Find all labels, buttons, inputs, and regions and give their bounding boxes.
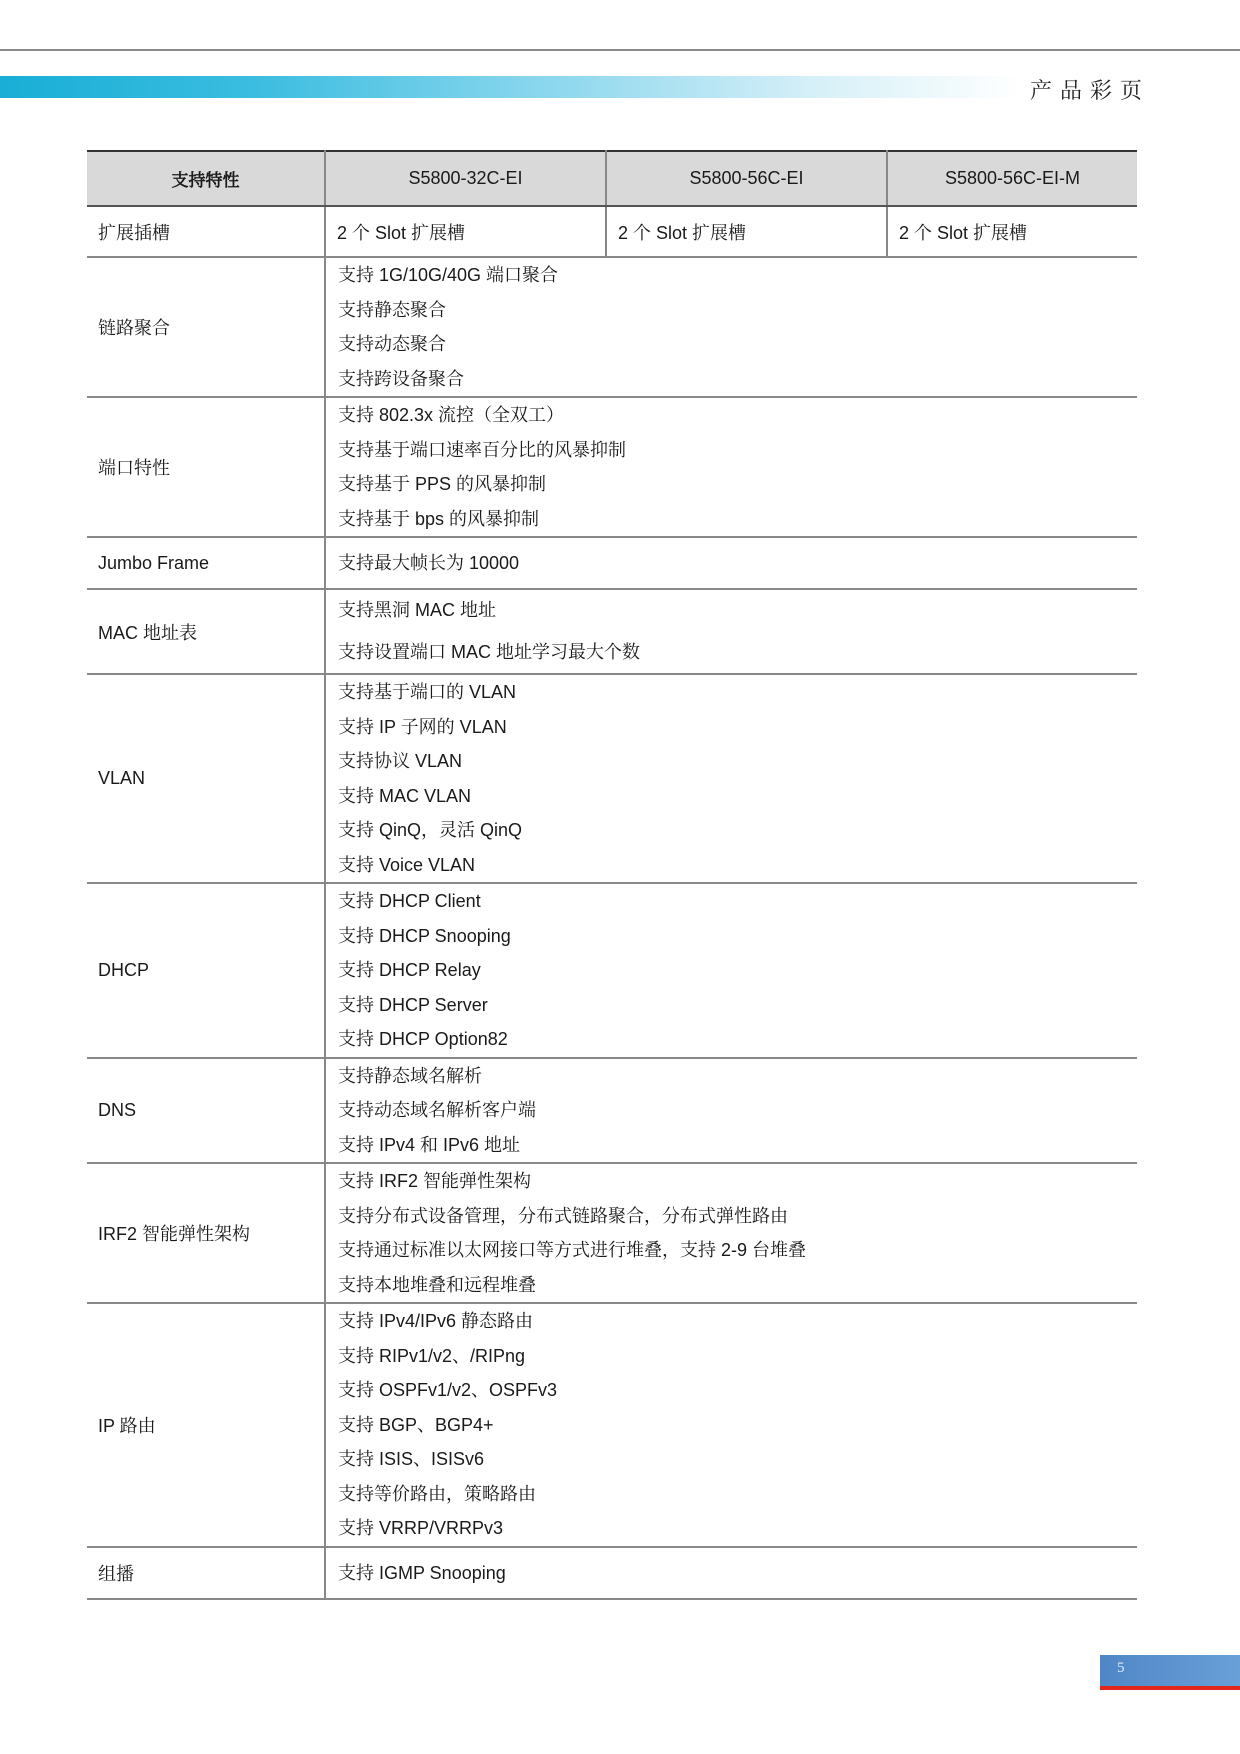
feature-value-line: 支持分布式设备管理，分布式链路聚合，分布式弹性路由 — [338, 1205, 788, 1226]
feature-value-line: 支持通过标准以太网接口等方式进行堆叠，支持 2-9 台堆叠 — [338, 1240, 807, 1260]
top-rule — [0, 49, 1240, 51]
feature-label: 链路聚合 — [87, 257, 325, 397]
feature-label: MAC 地址表 — [87, 589, 325, 674]
feature-values — [325, 1163, 1137, 1303]
table-row — [87, 883, 1137, 1058]
feature-value-line: 支持 IP 子网的 VLAN — [338, 716, 507, 737]
table-row — [87, 674, 1137, 883]
table-row — [87, 1058, 1137, 1164]
slot-value: 2 个 Slot 扩展槽 — [325, 206, 606, 257]
feature-value-line: 支持 DHCP Snooping — [338, 925, 511, 946]
table-row — [87, 537, 1137, 589]
feature-value-line: 支持基于 bps 的风暴抑制 — [338, 508, 540, 529]
feature-values — [325, 397, 1137, 537]
feature-values — [325, 674, 1137, 883]
feature-values — [325, 257, 1137, 397]
spec-table — [87, 150, 1137, 1600]
slot-value: 2 个 Slot 扩展槽 — [887, 206, 1137, 257]
feature-value-line: 支持跨设备聚合 — [338, 368, 464, 389]
feature-value-line: 支持动态域名解析客户端 — [338, 1100, 536, 1120]
slot-value: 2 个 Slot 扩展槽 — [606, 206, 887, 257]
feature-values — [325, 589, 1137, 674]
header-gradient-band — [0, 76, 1020, 98]
table-row — [87, 1303, 1137, 1547]
feature-value-line: 支持 BGP、BGP4+ — [338, 1414, 494, 1435]
feature-value-line: 支持 802.3x 流控（全双工） — [338, 405, 565, 425]
feature-value-line: 支持 IGMP Snooping — [338, 1562, 506, 1583]
feature-value-line: 支持 OSPFv1/v2、OSPFv3 — [338, 1380, 558, 1400]
feature-value-line: 支持设置端口 MAC 地址学习最大个数 — [338, 641, 640, 662]
table-row — [87, 206, 1137, 257]
header-title: 产品彩页 — [1030, 79, 1151, 104]
feature-value-line: 支持 IRF2 智能弹性架构 — [338, 1171, 532, 1191]
table-row — [87, 589, 1137, 674]
feature-label: 端口特性 — [87, 397, 325, 537]
feature-value-line: 支持 IPv4/IPv6 静态路由 — [338, 1311, 534, 1331]
feature-value-line: 支持 DHCP Option82 — [338, 1029, 508, 1049]
feature-value-line: 支持协议 VLAN — [338, 751, 463, 771]
feature-value-line: 支持 ISIS、ISISv6 — [338, 1449, 485, 1469]
table-row — [87, 257, 1137, 397]
page-number: 5 — [1117, 1660, 1125, 1676]
feature-label: VLAN — [87, 674, 325, 883]
feature-value-line: 支持基于端口速率百分比的风暴抑制 — [338, 439, 626, 460]
feature-value-line: 支持 MAC VLAN — [338, 785, 472, 806]
feature-value-line: 支持 DHCP Server — [338, 994, 488, 1015]
feature-value-line: 支持基于 PPS 的风暴抑制 — [338, 474, 547, 494]
feature-value-line: 支持 IPv4 和 IPv6 地址 — [338, 1134, 521, 1155]
feature-value-line: 支持 QinQ，灵活 QinQ — [338, 820, 523, 840]
feature-values — [325, 1303, 1137, 1547]
feature-value-line: 支持 DHCP Client — [338, 891, 481, 911]
page-number-underline — [1100, 1686, 1240, 1690]
feature-label: 组播 — [87, 1547, 325, 1599]
table-row — [87, 1547, 1137, 1599]
feature-label: 扩展插槽 — [87, 206, 325, 257]
column-header-model: S5800-56C-EI-M — [887, 151, 1137, 206]
feature-values — [325, 883, 1137, 1058]
feature-value-line: 支持 1G/10G/40G 端口聚合 — [338, 265, 559, 285]
feature-value-line: 支持静态域名解析 — [338, 1065, 482, 1086]
feature-values — [325, 537, 1137, 589]
feature-label: Jumbo Frame — [87, 537, 325, 589]
feature-value-line: 支持本地堆叠和远程堆叠 — [338, 1274, 536, 1295]
feature-value-line: 支持 Voice VLAN — [338, 854, 476, 875]
feature-label: DHCP — [87, 883, 325, 1058]
feature-value-line: 支持等价路由，策略路由 — [338, 1483, 536, 1504]
feature-value-line: 支持最大帧长为 10000 — [338, 553, 520, 573]
feature-label: IRF2 智能弹性架构 — [87, 1163, 325, 1303]
feature-values — [325, 1058, 1137, 1164]
feature-label: DNS — [87, 1058, 325, 1164]
column-header-feature: 支持特性 — [87, 151, 325, 206]
feature-values — [325, 1547, 1137, 1599]
feature-value-line: 支持基于端口的 VLAN — [338, 682, 517, 702]
spec-table-body — [87, 206, 1137, 1599]
feature-value-line: 支持 VRRP/VRRPv3 — [338, 1518, 504, 1538]
table-row — [87, 1163, 1137, 1303]
feature-value-line: 支持 RIPv1/v2、/RIPng — [338, 1345, 526, 1366]
feature-value-line: 支持动态聚合 — [338, 334, 446, 354]
feature-value-line: 支持黑洞 MAC 地址 — [338, 600, 497, 620]
table-header-row — [87, 151, 1137, 206]
column-header-model: S5800-32C-EI — [325, 151, 606, 206]
feature-value-line: 支持静态聚合 — [338, 299, 446, 320]
column-header-model: S5800-56C-EI — [606, 151, 887, 206]
feature-value-line: 支持 DHCP Relay — [338, 960, 481, 980]
feature-label: IP 路由 — [87, 1303, 325, 1547]
table-row — [87, 397, 1137, 537]
